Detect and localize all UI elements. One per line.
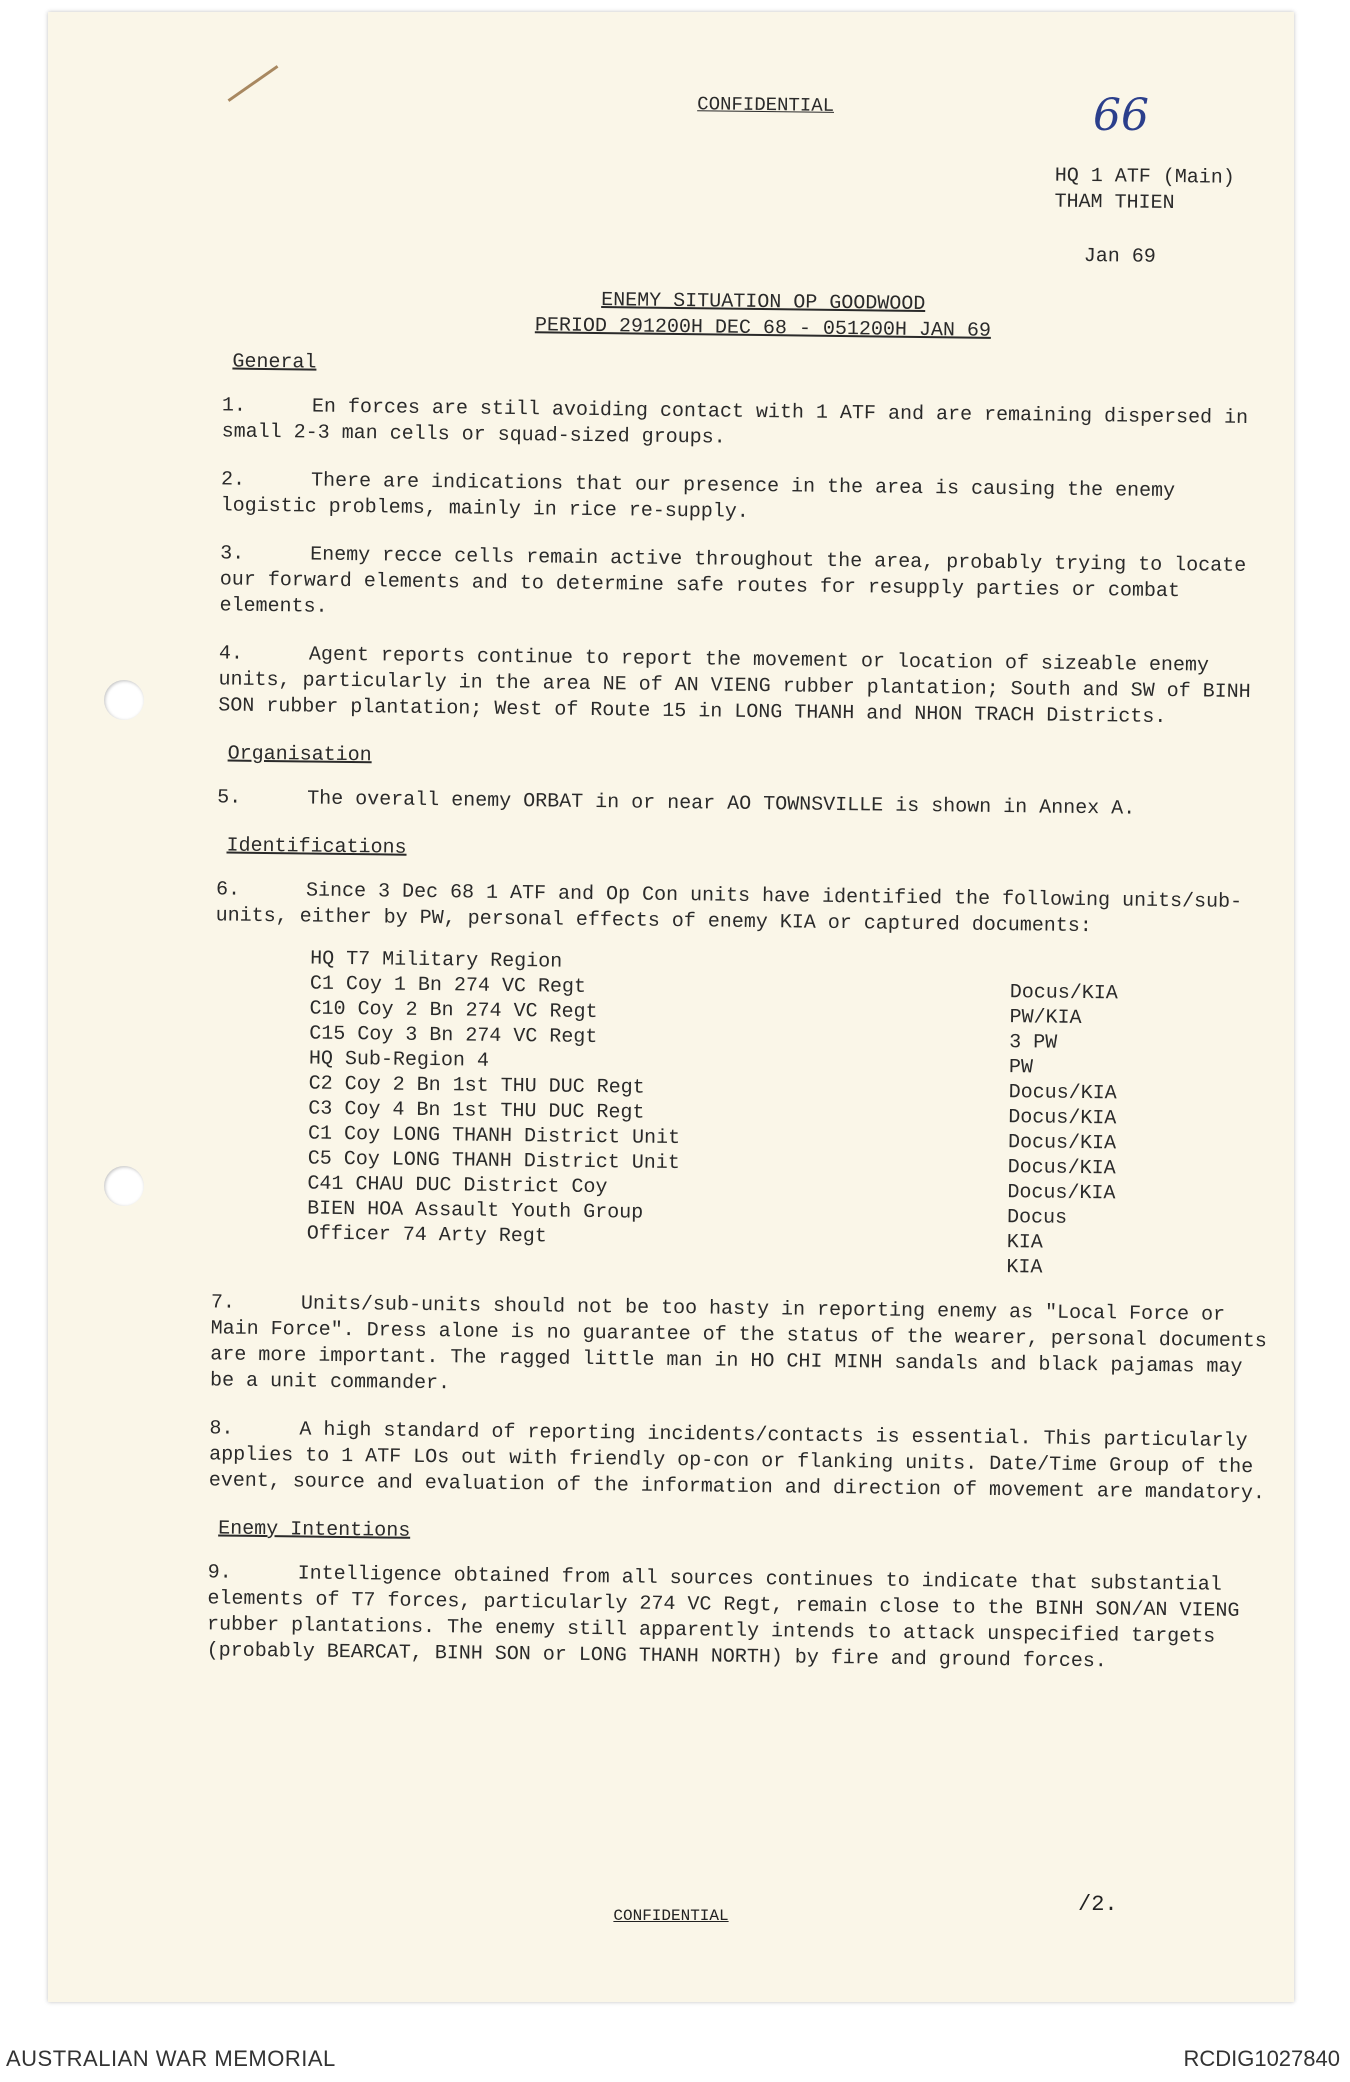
paragraph-number: 9.	[207, 1561, 232, 1585]
continuation-marker: /2.	[1078, 1892, 1118, 1917]
paragraph-number: 6.	[215, 878, 241, 902]
identification-source: Docus/KIA	[1007, 1131, 1117, 1156]
paragraph-number: 5.	[217, 786, 242, 810]
title-line-1: ENEMY SITUATION OP GOODWOOD	[601, 289, 926, 317]
identification-source	[1010, 955, 1118, 981]
unit-name: C15 Coy 3 Bn 274 VC Regt	[309, 1022, 598, 1050]
document-date: Jan 69	[1083, 244, 1156, 269]
identification-source: Docus/KIA	[1007, 1181, 1116, 1206]
paragraph-text: En forces are still avoiding contact with 1 ATF and are remaining dispersed in small 2-3 man cells or squad-sized groups.	[221, 395, 1249, 450]
identification-source: KIA	[1006, 1256, 1043, 1280]
identified-units-table	[306, 947, 1118, 1282]
unit-name: C10 Coy 2 Bn 274 VC Regt	[309, 997, 598, 1025]
paragraph-text: Agent reports continue to report the movement or location of sizeable enemy units, particularly in the area NE of AN VIENG rubber plantation; South and SW of BINH SON rubber plantation; West of Route 15 in LONG THANH and NHON TRACH Districts.	[218, 643, 1251, 729]
paragraph-number: 3.	[219, 542, 245, 566]
unit-name: C2 Coy 2 Bn 1st THU DUC Regt	[308, 1072, 645, 1100]
unit-name: C1 Coy LONG THANH District Unit	[307, 1122, 681, 1151]
paragraph-1	[221, 393, 1302, 458]
archive-credit: AUSTRALIAN WAR MEMORIAL	[6, 2046, 336, 2071]
paragraph-text: The overall enemy ORBAT in or near AO TOWNSVILLE is shown in Annex A.	[307, 787, 1136, 821]
paragraph-4	[218, 641, 1299, 732]
typed-text	[206, 85, 1305, 1699]
identification-source: PW	[1008, 1056, 1034, 1080]
paragraph-6	[216, 877, 1297, 942]
identification-source: Docus/KIA	[1009, 981, 1119, 1006]
paragraph-text: Intelligence obtained from all sources continues to indicate that substantial elements of T7 forces, particularly 274 VC Regt, remain close to the BINH SON/AN VIENG rubber plantations. The enemy still apparently intends to attack unspecified targets (probably BEARCAT, BINH SON or LONG THANH NORTH) by fire and ground forces.	[206, 1562, 1240, 1674]
identification-source: Docus/KIA	[1007, 1156, 1116, 1181]
hq-line-1: HQ 1 ATF (Main)	[1054, 164, 1235, 190]
section-enemy-intentions: Enemy Intentions	[218, 1517, 411, 1543]
paragraph-number: 1.	[221, 394, 247, 418]
paragraph-text: Since 3 Dec 68 1 ATF and Op Con units have identified the following units/sub-units, either by PW, personal effects of enemy KIA or captured documents:	[215, 879, 1243, 939]
unit-name: C5 Coy LONG THANH District Unit	[307, 1147, 680, 1176]
identification-source: Docus/KIA	[1008, 1106, 1117, 1131]
handwritten-page-number: 66	[1093, 90, 1149, 141]
paragraph-text: Units/sub-units should not be too hasty in reporting enemy as "Local Force or Main Force". Dress alone is no guarantee of the status of the wearer, personal documents are more important. The ragged little man in HO CHI MINH sandals and black pajamas may be a unit commander.	[209, 1292, 1267, 1396]
document-page	[48, 12, 1294, 2002]
section-identifications: Identifications	[226, 834, 407, 860]
unit-name: HQ Sub-Region 4	[308, 1047, 490, 1073]
paragraph-number: 4.	[218, 642, 244, 666]
paragraph-7	[210, 1290, 1291, 1407]
paragraph-number: 2.	[220, 468, 246, 492]
identification-source: 3 PW	[1009, 1031, 1058, 1055]
paragraph-2	[221, 467, 1302, 532]
archive-reference: RCDIG1027840	[1183, 2046, 1340, 2071]
section-organisation: Organisation	[227, 742, 372, 768]
unit-name: HQ T7 Military Region	[310, 947, 563, 974]
hq-line-2: THAM THIEN	[1054, 190, 1175, 216]
paragraph-text: A high standard of reporting incidents/contacts is essential. This particularly applies to 1 ATF LOs out with friendly op-con or flanking units. Date/Time Group of the event, source and evaluation of the information and direction of movement are mandatory.	[208, 1418, 1266, 1506]
hq-address	[1054, 164, 1305, 219]
paragraph-text: Enemy recce cells remain active throughout the area, probably trying to locate our forward elements and to determine safe routes for resupply parties or combat elements.	[219, 543, 1247, 619]
paragraph-3	[219, 541, 1300, 632]
identification-source: KIA	[1006, 1231, 1043, 1255]
unit-name: BIEN HOA Assault Youth Group	[307, 1197, 644, 1225]
section-general: General	[232, 350, 317, 375]
title-line-2: PERIOD 291200H DEC 68 - 051200H JAN 69	[534, 314, 992, 343]
identification-source: Docus/KIA	[1008, 1081, 1117, 1106]
identification-source: PW/KIA	[1009, 1006, 1082, 1030]
classification-bottom-label: CONFIDENTIAL	[613, 1907, 729, 1925]
paragraph-number: 7.	[210, 1291, 236, 1315]
unit-name: C41 CHAU DUC District Coy	[307, 1172, 608, 1200]
classification-bottom	[48, 1907, 1294, 1925]
unit-name: C1 Coy 1 Bn 274 VC Regt	[309, 972, 587, 999]
punch-hole	[104, 1166, 144, 1206]
paragraph-8	[209, 1416, 1290, 1507]
paragraph-5	[217, 785, 1297, 824]
paragraph-9	[207, 1560, 1288, 1677]
identification-source: Docus	[1006, 1206, 1068, 1230]
document-title	[223, 283, 1304, 348]
punch-hole	[104, 680, 144, 720]
classification-top: CONFIDENTIAL	[697, 93, 835, 117]
paragraph-text: There are indications that our presence in the area is causing the enemy logistic problems, mainly in rice re-supply.	[220, 469, 1176, 524]
unit-name: Officer 74 Arty Regt	[306, 1222, 548, 1249]
unit-name: C3 Coy 4 Bn 1st THU DUC Regt	[308, 1097, 645, 1125]
paragraph-number: 8.	[209, 1417, 234, 1441]
